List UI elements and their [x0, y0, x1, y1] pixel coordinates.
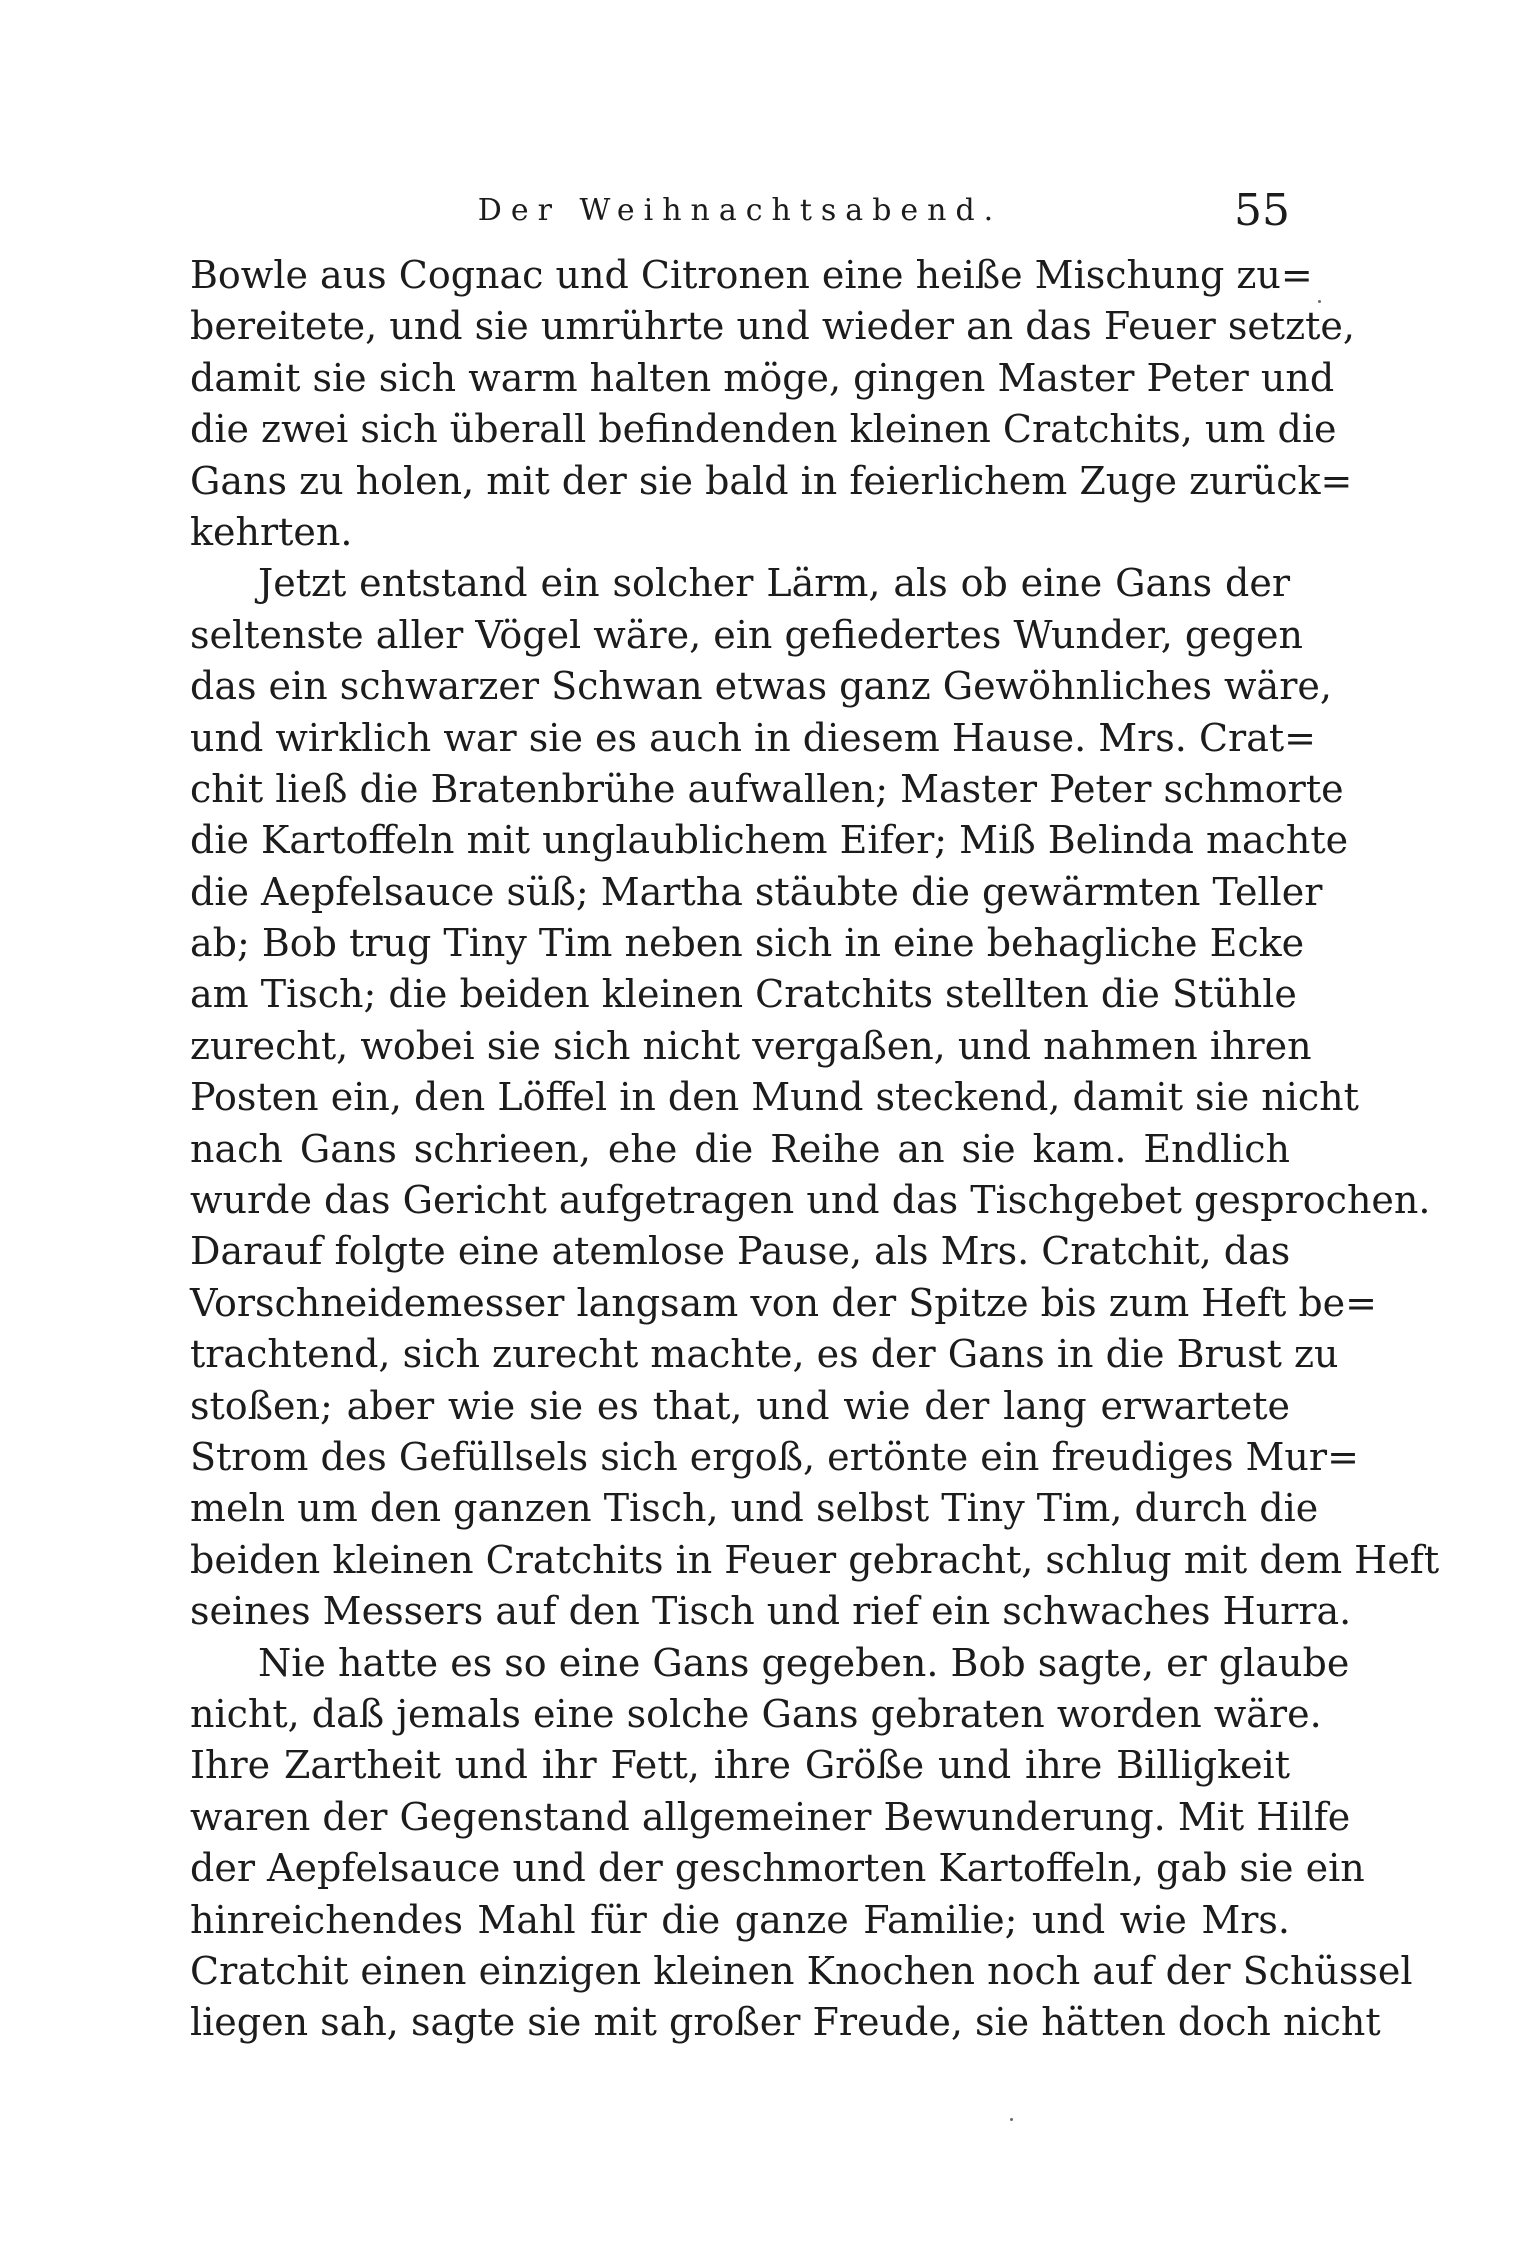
text-line: nach Gans schrieen, ehe die Reihe an sie kam. Endlich [190, 1126, 1290, 1171]
text-line: die Aepfelsauce süß; Martha stäubte die gewärmten Teller [190, 869, 1323, 914]
text-line: Posten ein, den Löffel in den Mund steckend, damit sie nicht [190, 1075, 1359, 1120]
text-line: beiden kleinen Cratchits in Feuer gebracht, schlug mit dem Heft [190, 1537, 1440, 1582]
text-line: der Aepfelsauce und der geschmorten Kartoffeln, gab sie ein [190, 1846, 1365, 1891]
page-number: 55 [1234, 185, 1290, 236]
body-text [190, 250, 1440, 2049]
text-line: Darauf folgte eine atemlose Pause, als Mrs. Cratchit, das [190, 1229, 1291, 1274]
text-line: nicht, daß jemals eine solche Gans gebraten worden wäre. [190, 1691, 1322, 1736]
text-line: Jetzt entstand ein solcher Lärm, als ob eine Gans der [258, 561, 1290, 606]
text-line: am Tisch; die beiden kleinen Cratchits stellten die Stühle [190, 972, 1297, 1017]
text-line: hinreichendes Mahl für die ganze Familie; und wie Mrs. [190, 1897, 1290, 1942]
text-line: damit sie sich warm halten möge, gingen Master Peter und [190, 355, 1335, 400]
text-line: das ein schwarzer Schwan etwas ganz Gewöhnliches wäre, [190, 664, 1332, 709]
running-head: Der Weihnachtsabend. [477, 193, 1003, 228]
text-line: bereitete, und sie umrührte und wieder an das Feuer setzte, [190, 304, 1355, 349]
text-line: trachtend, sich zurecht machte, es der Gans in die Brust zu [190, 1332, 1339, 1377]
text-line: und wirklich war sie es auch in diesem Hause. Mrs. Crat= [190, 715, 1316, 760]
paper-speck [1010, 2118, 1013, 2121]
text-line: Bowle aus Cognac und Citronen eine heiße Mischung zu= [190, 253, 1313, 297]
text-line: die zwei sich überall befindenden kleinen Cratchits, um die [190, 407, 1337, 452]
text-line: Nie hatte es so eine Gans gegeben. Bob sagte, er glaube [258, 1640, 1350, 1685]
text-line: meln um den ganzen Tisch, und selbst Tiny Tim, durch die [190, 1486, 1319, 1531]
text-line: liegen sah, sagte sie mit großer Freude, sie hätten doch nicht [190, 2000, 1381, 2045]
text-line: zurecht, wobei sie sich nicht vergaßen, und nahmen ihren [190, 1023, 1312, 1068]
text-line: chit ließ die Bratenbrühe aufwallen; Master Peter schmorte [190, 766, 1344, 811]
text-line: Ihre Zartheit und ihr Fett, ihre Größe und ihre Billigkeit [190, 1743, 1290, 1788]
paper-speck [1318, 300, 1321, 303]
text-line: seltenste aller Vögel wäre, ein gefiedertes Wunder, gegen [190, 612, 1303, 657]
text-line: waren der Gegenstand allgemeiner Bewunderung. Mit Hilfe [190, 1794, 1351, 1839]
page-header [190, 185, 1290, 245]
text-line: Strom des Gefüllsels sich ergoß, ertönte ein freudiges Mur= [190, 1434, 1359, 1479]
text-line: kehrten. [190, 509, 353, 554]
text-line: wurde das Gericht aufgetragen und das Tischgebet gesprochen. [190, 1178, 1431, 1223]
text-line: ab; Bob trug Tiny Tim neben sich in eine behagliche Ecke [190, 921, 1305, 966]
text-line: stoßen; aber wie sie es that, und wie der lang erwartete [190, 1383, 1290, 1428]
text-line: Vorschneidemesser langsam von der Spitze bis zum Heft be= [190, 1280, 1377, 1325]
text-line: Gans zu holen, mit der sie bald in feierlichem Zuge zurück= [190, 458, 1353, 503]
text-line: Cratchit einen einzigen kleinen Knochen noch auf der Schüssel [190, 1948, 1413, 1993]
text-line: seines Messers auf den Tisch und rief ein schwaches Hurra. [190, 1589, 1352, 1634]
text-line: die Kartoffeln mit unglaublichem Eifer; Miß Belinda machte [190, 818, 1349, 863]
